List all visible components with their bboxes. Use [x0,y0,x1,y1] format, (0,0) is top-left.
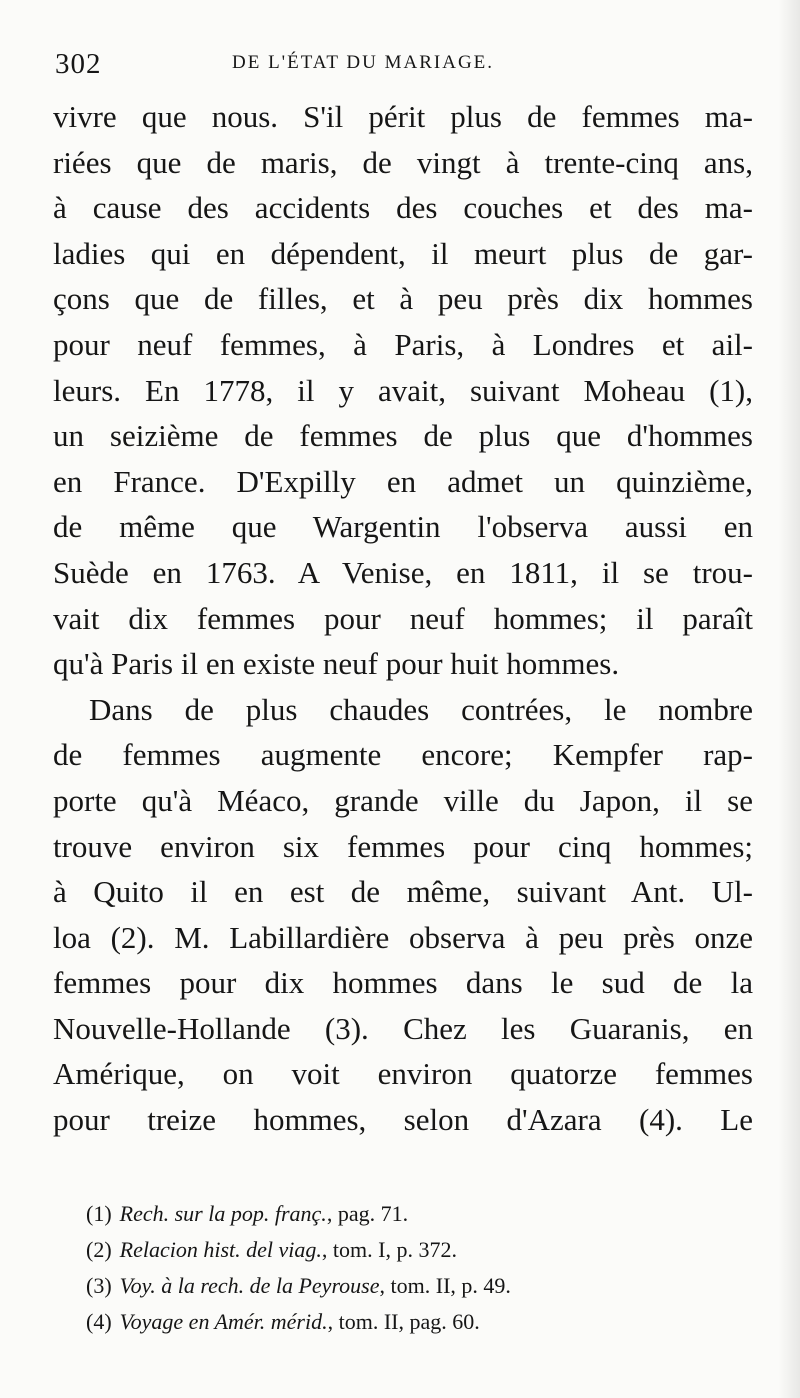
text-line: Amérique, on voit environ quatorze femmes [53,1056,753,1092]
text-line: riées que de maris, de vingt à trente-cinq ans, [53,144,753,180]
footnote-marker: (1) [86,1201,112,1226]
text-line: ladies qui en dépendent, il meurt plus de gar- [53,235,753,271]
text-line: vait dix femmes pour neuf hommes; il paraît [53,600,753,636]
text-line: pour treize hommes, selon d'Azara (4). Le [53,1102,753,1138]
footnote-marker: (2) [86,1237,112,1262]
footnote-title: Relacion hist. del viag. [119,1237,322,1262]
footnote-marker: (4) [86,1309,112,1334]
page-number: 302 [55,48,102,80]
text-line: leurs. En 1778, il y avait, suivant Moheau (1), [53,372,753,408]
text-line: Dans de plus chaudes contrées, le nombre [89,691,753,727]
text-line: Suède en 1763. A Venise, en 1811, il se trou- [53,554,753,590]
footnote [86,1304,726,1340]
footnote [86,1196,726,1232]
footnote-reference: , pag. 71. [326,1201,409,1226]
footnote-title: Rech. sur la pop. franç. [119,1201,327,1226]
page-edge-shadow [778,0,800,1398]
footnote-reference: , tom. II, p. 49. [379,1273,511,1298]
text-line: porte qu'à Méaco, grande ville du Japon, il se [53,782,753,818]
text-line: qu'à Paris il en existe neuf pour huit hommes. [53,646,620,682]
text-line: trouve environ six femmes pour cinq hommes; [53,828,753,864]
running-title: DE L'ÉTAT DU MARIAGE. [232,52,495,73]
footnote-marker: (3) [86,1273,112,1298]
body-text [53,94,753,1143]
footnote-title: Voy. à la rech. de la Peyrouse [119,1273,380,1298]
footnote-reference: , tom. II, pag. 60. [327,1309,480,1334]
text-line: Nouvelle-Hollande (3). Chez les Guaranis, en [53,1010,753,1046]
text-line: çons que de filles, et à peu près dix hommes [53,281,753,317]
text-line: vivre que nous. S'il périt plus de femmes ma- [53,99,753,134]
text-line: à Quito il en est de même, suivant Ant. Ul- [53,874,753,910]
footnote-title: Voyage en Amér. mérid. [119,1309,328,1334]
footnote-reference: , tom. I, p. 372. [321,1237,457,1262]
text-line: à cause des accidents des couches et des ma- [53,190,753,226]
text-line: loa (2). M. Labillardière observa à peu près onze [53,919,753,955]
footnotes [86,1196,726,1340]
text-line: femmes pour dix hommes dans le sud de la [53,965,753,1001]
text-line: en France. D'Expilly en admet un quinzième, [53,463,753,499]
text-line: de même que Wargentin l'observa aussi en [53,509,753,545]
text-line: de femmes augmente encore; Kempfer rap- [53,737,753,773]
footnote [86,1232,726,1268]
text-line: un seizième de femmes de plus que d'hommes [53,418,753,454]
text-line: pour neuf femmes, à Paris, à Londres et ail- [53,326,753,362]
page-header [55,48,565,82]
footnote [86,1268,726,1304]
